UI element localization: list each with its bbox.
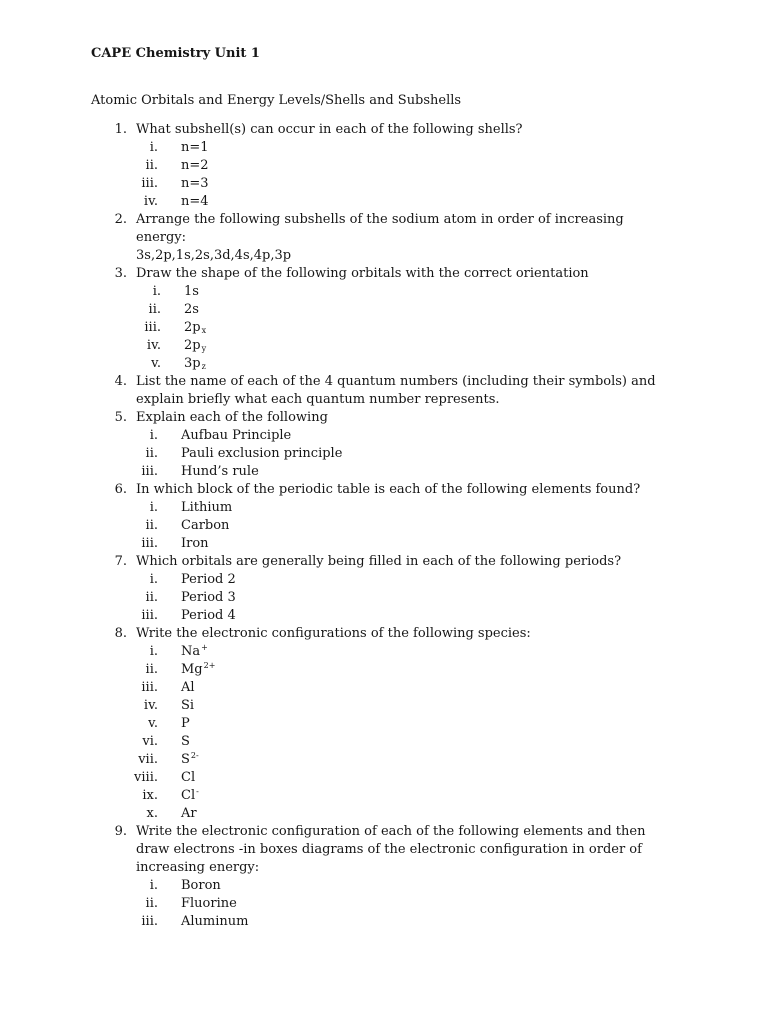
superscript: -: [196, 787, 199, 796]
question-5-item-1: [91, 427, 751, 445]
sub-item-label: Hund’s rule: [181, 464, 259, 479]
sub-item-number: v.: [151, 356, 161, 371]
sub-item-text: [181, 571, 236, 589]
question-text: [136, 373, 751, 409]
question-number: 8.: [114, 626, 127, 641]
sub-item-number: ii.: [145, 662, 158, 677]
question-1: [91, 121, 751, 211]
question-8-item-1: [91, 643, 751, 661]
question-8-item-10: [91, 805, 751, 823]
question-text-line: Explain each of the following: [136, 410, 328, 425]
sub-item-text: [181, 679, 195, 697]
sub-item-number: i.: [149, 500, 158, 515]
sub-item-text: [181, 139, 209, 157]
sub-item-label: S: [181, 752, 190, 767]
document-subtitle: Atomic Orbitals and Energy Levels/Shells and Subshells: [91, 93, 462, 108]
question-9: [91, 823, 751, 931]
question-stem: [91, 373, 751, 409]
sub-item-number: iii.: [141, 536, 158, 551]
question-3-item-2: [91, 301, 751, 319]
sub-item-number: ii.: [145, 590, 158, 605]
sub-item-label: Si: [181, 698, 195, 713]
sub-item-text: [184, 355, 206, 373]
question-list: [91, 121, 751, 931]
sub-item-number: i.: [149, 644, 158, 659]
sub-item-label: n=3: [181, 176, 209, 191]
sub-item-number: iii.: [141, 608, 158, 623]
sub-item-label: 1s: [184, 284, 199, 299]
sub-item-text: [181, 643, 208, 661]
sub-item-list: [91, 643, 751, 823]
sub-item-text: [181, 499, 232, 517]
subscript: z: [201, 362, 206, 371]
sub-item-label: 3p: [184, 356, 201, 371]
sub-item-number: iii.: [141, 914, 158, 929]
subscript: x: [201, 326, 207, 335]
question-8-item-8: [91, 769, 751, 787]
question-text-line: energy:: [136, 230, 187, 245]
sub-item-label: Lithium: [181, 500, 233, 515]
question-text: [136, 823, 751, 877]
sub-item-label: Carbon: [181, 518, 230, 533]
sub-item-number: iii.: [141, 176, 158, 191]
question-text-line: Write the electronic configurations of the following species:: [136, 626, 531, 641]
sub-item-number: ii.: [145, 896, 158, 911]
sub-item-text: [181, 193, 209, 211]
sub-item-label: n=2: [181, 158, 209, 173]
sub-item-label: Cl: [181, 788, 196, 803]
sub-item-text: [181, 787, 199, 805]
question-text-line: In which block of the periodic table is each of the following elements found?: [136, 482, 641, 497]
sub-item-text: [184, 283, 199, 301]
superscript: 2-: [190, 751, 199, 760]
question-text-line: 3s,2p,1s,2s,3d,4s,4p,3p: [136, 248, 292, 263]
question-stem: [91, 823, 751, 877]
sub-item-label: Al: [181, 680, 195, 695]
sub-item-number: ii.: [145, 158, 158, 173]
sub-item-number: viii.: [134, 770, 158, 785]
sub-item-label: Period 4: [181, 608, 236, 623]
sub-item-text: [184, 301, 199, 319]
sub-item-text: [181, 445, 342, 463]
question-stem: [91, 625, 751, 643]
question-text-line: increasing energy:: [136, 860, 260, 875]
question-1-item-2: [91, 157, 751, 175]
question-number: 9.: [114, 824, 127, 839]
question-3-item-3: [91, 319, 751, 337]
question-text: [136, 211, 751, 265]
sub-item-label: Aluminum: [181, 914, 249, 929]
question-3-item-4: [91, 337, 751, 355]
sub-item-label: Boron: [181, 878, 221, 893]
question-9-item-1: [91, 877, 751, 895]
question-3-item-5: [91, 355, 751, 373]
sub-item-label: Iron: [181, 536, 209, 551]
sub-item-number: vii.: [138, 752, 158, 767]
question-text-line: Arrange the following subshells of the sodium atom in order of increasing: [136, 212, 624, 227]
sub-item-label: n=4: [181, 194, 209, 209]
sub-item-label: Period 2: [181, 572, 236, 587]
sub-item-number: ii.: [145, 446, 158, 461]
sub-item-list: [91, 427, 751, 481]
sub-item-label: S: [181, 734, 190, 749]
sub-item-number: x.: [146, 806, 158, 821]
sub-item-label: Ar: [181, 806, 197, 821]
sub-item-label: Mg: [181, 662, 203, 677]
question-number: 4.: [114, 374, 127, 389]
question-7-item-2: [91, 589, 751, 607]
question-4: [91, 373, 751, 409]
sub-item-label: 2p: [184, 320, 201, 335]
sub-item-number: i.: [149, 572, 158, 587]
question-stem: [91, 409, 751, 427]
question-text-line: explain briefly what each quantum number represents.: [136, 392, 500, 407]
question-number: 5.: [114, 410, 127, 425]
sub-item-text: [181, 589, 236, 607]
question-1-item-1: [91, 139, 751, 157]
sub-item-label: Pauli exclusion principle: [181, 446, 343, 461]
sub-item-text: [181, 427, 291, 445]
question-8-item-7: [91, 751, 751, 769]
sub-item-text: [181, 607, 236, 625]
question-text: [136, 265, 751, 283]
question-9-item-2: [91, 895, 751, 913]
sub-item-label: Na: [181, 644, 201, 659]
sub-item-list: [91, 139, 751, 211]
question-8-item-5: [91, 715, 751, 733]
question-stem: [91, 121, 751, 139]
question-text-line: What subshell(s) can occur in each of the following shells?: [136, 122, 523, 137]
sub-item-text: [181, 805, 197, 823]
question-number: 2.: [114, 212, 127, 227]
sub-item-number: i.: [149, 878, 158, 893]
sub-item-text: [184, 319, 206, 337]
subscript: y: [201, 344, 207, 353]
sub-item-text: [181, 517, 229, 535]
question-stem: [91, 211, 751, 265]
sub-item-number: iv.: [143, 194, 158, 209]
sub-item-label: n=1: [181, 140, 209, 155]
sub-item-text: [181, 175, 209, 193]
sub-item-number: iii.: [141, 680, 158, 695]
sub-item-number: i.: [152, 284, 161, 299]
sub-item-label: Fluorine: [181, 896, 237, 911]
question-8: [91, 625, 751, 823]
question-number: 3.: [114, 266, 127, 281]
sub-item-number: iii.: [144, 320, 161, 335]
sub-item-number: iii.: [141, 464, 158, 479]
sub-item-text: [181, 877, 221, 895]
question-7-item-3: [91, 607, 751, 625]
question-7: [91, 553, 751, 625]
question-6: [91, 481, 751, 553]
question-5-item-3: [91, 463, 751, 481]
question-stem: [91, 265, 751, 283]
question-text: [136, 481, 751, 499]
question-5: [91, 409, 751, 481]
question-number: 1.: [114, 122, 127, 137]
sub-item-label: Period 3: [181, 590, 236, 605]
question-8-item-4: [91, 697, 751, 715]
question-7-item-1: [91, 571, 751, 589]
sub-item-list: [91, 499, 751, 553]
question-3-item-1: [91, 283, 751, 301]
sub-item-text: [181, 463, 259, 481]
sub-item-number: iv.: [143, 698, 158, 713]
superscript: 2+: [203, 661, 216, 670]
question-6-item-1: [91, 499, 751, 517]
question-text-line: draw electrons -in boxes diagrams of the electronic configuration in order of: [136, 842, 642, 857]
question-text-line: Draw the shape of the following orbitals with the correct orientation: [136, 266, 589, 281]
question-5-item-2: [91, 445, 751, 463]
sub-item-number: vi.: [142, 734, 158, 749]
superscript: +: [201, 643, 208, 652]
sub-item-text: [181, 697, 194, 715]
question-9-item-3: [91, 913, 751, 931]
sub-item-list: [91, 571, 751, 625]
sub-item-text: [181, 769, 195, 787]
question-stem: [91, 481, 751, 499]
question-8-item-9: [91, 787, 751, 805]
question-number: 7.: [114, 554, 127, 569]
sub-item-number: ix.: [142, 788, 158, 803]
sub-item-text: [181, 157, 209, 175]
sub-item-text: [181, 733, 190, 751]
question-text: [136, 409, 751, 427]
sub-item-label: Aufbau Principle: [181, 428, 292, 443]
question-1-item-4: [91, 193, 751, 211]
question-3: [91, 265, 751, 373]
question-text-line: List the name of each of the 4 quantum numbers (including their symbols) and: [136, 374, 656, 389]
question-6-item-3: [91, 535, 751, 553]
question-8-item-3: [91, 679, 751, 697]
sub-item-number: v.: [148, 716, 158, 731]
question-6-item-2: [91, 517, 751, 535]
question-stem: [91, 553, 751, 571]
sub-item-number: ii.: [145, 518, 158, 533]
sub-item-number: iv.: [146, 338, 161, 353]
question-text-line: Which orbitals are generally being filled in each of the following periods?: [136, 554, 622, 569]
question-8-item-2: [91, 661, 751, 679]
sub-item-number: ii.: [148, 302, 161, 317]
question-1-item-3: [91, 175, 751, 193]
sub-item-text: [181, 661, 215, 679]
question-text: [136, 553, 751, 571]
question-text: [136, 625, 751, 643]
sub-item-label: Cl: [181, 770, 196, 785]
question-8-item-6: [91, 733, 751, 751]
sub-item-number: i.: [149, 140, 158, 155]
sub-item-label: P: [181, 716, 190, 731]
sub-item-text: [181, 895, 237, 913]
sub-item-text: [181, 913, 248, 931]
sub-item-label: 2s: [184, 302, 199, 317]
sub-item-list: [91, 283, 751, 373]
document-title: CAPE Chemistry Unit 1: [91, 46, 260, 61]
sub-item-number: i.: [149, 428, 158, 443]
question-text-line: Write the electronic configuration of each of the following elements and then: [136, 824, 646, 839]
question-text: [136, 121, 751, 139]
sub-item-text: [184, 337, 206, 355]
sub-item-list: [91, 877, 751, 931]
sub-item-label: 2p: [184, 338, 201, 353]
question-2: [91, 211, 751, 265]
sub-item-text: [181, 715, 190, 733]
question-number: 6.: [114, 482, 127, 497]
sub-item-text: [181, 751, 199, 769]
sub-item-text: [181, 535, 209, 553]
